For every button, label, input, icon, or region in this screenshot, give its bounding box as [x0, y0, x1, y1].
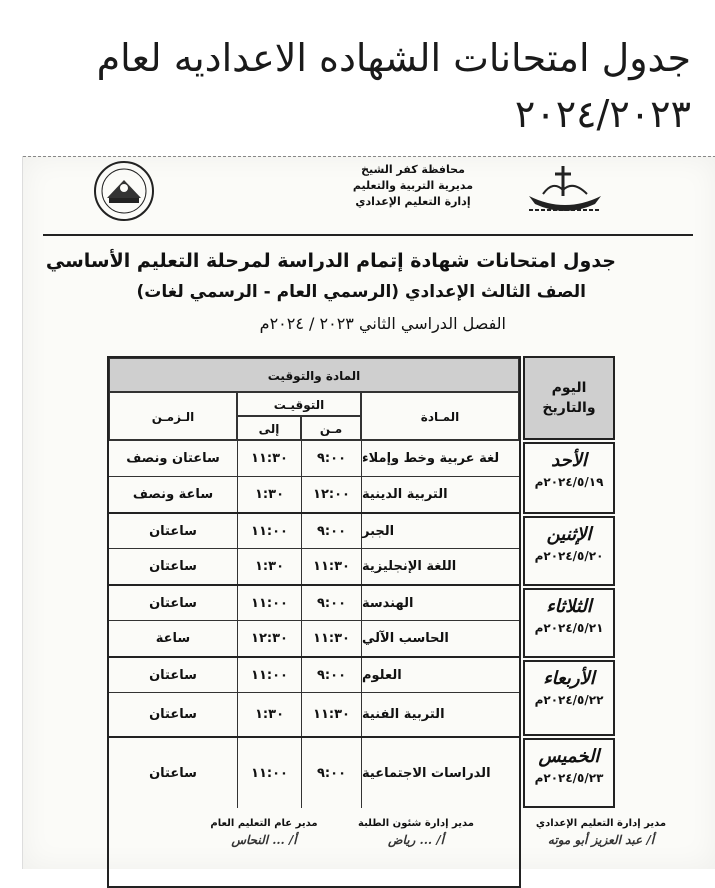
row-duration: ساعة — [155, 631, 191, 646]
day-name: الإثنين — [546, 524, 592, 545]
row-to: ١:٣٠ — [237, 477, 301, 512]
row-duration: ساعة ونصف — [132, 487, 214, 502]
header-from: مـن — [301, 416, 361, 440]
row-subject: الحاسب الآلي — [361, 621, 519, 656]
day-cell — [523, 588, 615, 658]
governorate-logo-icon — [523, 160, 607, 218]
signature-title: مدير إدارة التعليم الإعدادي — [535, 818, 667, 829]
row-to: ١١:٠٠ — [237, 738, 301, 808]
table-row — [109, 440, 519, 476]
signature-block — [189, 818, 339, 847]
row-subject: العلوم — [361, 658, 519, 692]
row-duration: ساعتان — [149, 667, 197, 683]
row-to: ١:٣٠ — [237, 693, 301, 736]
signature-name: أ/ ... رياض — [388, 833, 444, 847]
day-date: ٢٠٢٤/٥/٢٣م — [534, 771, 604, 785]
row-from: ٩:٠٠ — [301, 738, 361, 808]
header-duration: الـزمـن — [109, 392, 237, 440]
day-date: ٢٠٢٤/٥/١٩م — [534, 475, 604, 489]
day-date: ٢٠٢٤/٥/٢١م — [534, 621, 604, 635]
letterhead-administration: إدارة التعليم الإعدادي — [355, 195, 471, 208]
row-subject: الجبر — [361, 514, 519, 548]
document-title: جدول امتحانات شهادة إتمام الدراسة لمرحلة التعليم الأساسي — [45, 250, 616, 272]
exam-schedule-document — [22, 156, 715, 869]
row-from: ١١:٣٠ — [301, 693, 361, 736]
day-cell — [523, 660, 615, 736]
letterhead-directorate: مديرية التربية والتعليم — [352, 179, 474, 192]
header-timing: التوقيـت — [237, 392, 361, 416]
row-subject: التربية الفنية — [361, 693, 519, 736]
header-divider — [43, 234, 693, 236]
row-to: ١:٣٠ — [237, 549, 301, 584]
table-row — [109, 620, 519, 656]
row-duration: ساعتان — [149, 707, 197, 722]
day-date: ٢٠٢٤/٥/٢٠م — [534, 549, 604, 563]
row-duration: ساعتان — [149, 765, 197, 781]
directorate-logo-icon — [85, 158, 163, 224]
signature-name: أ/ ... النحاس — [231, 833, 297, 847]
day-date: ٢٠٢٤/٥/٢٢م — [534, 693, 604, 707]
day-cell — [523, 442, 615, 514]
row-from: ٩:٠٠ — [301, 514, 361, 548]
row-from: ١١:٣٠ — [301, 621, 361, 656]
letterhead-governorate: محافظة كفر الشيخ — [361, 163, 465, 176]
row-to: ١١:٠٠ — [237, 586, 301, 620]
row-duration: ساعتان — [149, 559, 197, 574]
day-name: الأحد — [551, 450, 587, 471]
row-subject: الهندسة — [361, 586, 519, 620]
row-subject: اللغة الإنجليزية — [361, 549, 519, 584]
paper-top-edge — [23, 156, 715, 157]
table-row — [109, 512, 519, 548]
day-name: الخميس — [538, 746, 600, 767]
row-from: ٩:٠٠ — [301, 658, 361, 692]
row-subject: التربية الدينية — [361, 477, 519, 512]
row-to: ١٢:٣٠ — [237, 621, 301, 656]
day-cell — [523, 738, 615, 808]
document-term: الفصل الدراسي الثاني ٢٠٢٣ / ٢٠٢٤م — [259, 314, 506, 333]
day-cell — [523, 516, 615, 586]
day-name: الأربعاء — [543, 668, 595, 689]
row-to: ١١:٠٠ — [237, 658, 301, 692]
signature-title: مدير إدارة شئون الطلبة — [358, 818, 474, 829]
row-to: ١١:٣٠ — [237, 441, 301, 476]
row-from: ١١:٣٠ — [301, 549, 361, 584]
row-duration: ساعتان ونصف — [126, 451, 220, 466]
table-row — [109, 548, 519, 584]
table-row — [109, 476, 519, 512]
letterhead — [313, 162, 513, 210]
signature-block — [511, 818, 691, 847]
caption-line-2: ٢٠٢٤/٢٠٢٣ — [514, 92, 691, 136]
day-name: الثلاثاء — [546, 596, 592, 617]
signature-title: مدير عام التعليم العام — [210, 818, 318, 829]
row-duration: ساعتان — [149, 595, 197, 611]
row-from: ٩:٠٠ — [301, 441, 361, 476]
row-duration: ساعتان — [149, 523, 197, 539]
signature-name: أ/ عبد العزيز أبو موته — [547, 833, 655, 847]
caption-line-1: جدول امتحانات الشهاده الاعداديه لعام — [96, 36, 691, 80]
header-subject: المـادة — [361, 392, 519, 440]
signature-block — [341, 818, 491, 847]
table-row — [109, 736, 519, 808]
row-subject: لغة عربية وخط وإملاء — [361, 441, 519, 476]
table-row — [109, 584, 519, 620]
row-from: ٩:٠٠ — [301, 586, 361, 620]
row-subject: الدراسات الاجتماعية — [361, 738, 519, 808]
row-from: ١٢:٠٠ — [301, 477, 361, 512]
row-to: ١١:٠٠ — [237, 514, 301, 548]
table-row — [109, 656, 519, 692]
schedule-table — [107, 356, 521, 888]
post-caption — [21, 30, 691, 142]
table-row — [109, 692, 519, 736]
header-day-date: اليوم والتاريخ — [523, 356, 615, 440]
header-to: إلى — [237, 416, 301, 440]
document-grade: الصف الثالث الإعدادي (الرسمي العام - الرسمي لغات) — [136, 282, 586, 302]
header-subject-timing: المادة والتوقيت — [109, 358, 519, 392]
